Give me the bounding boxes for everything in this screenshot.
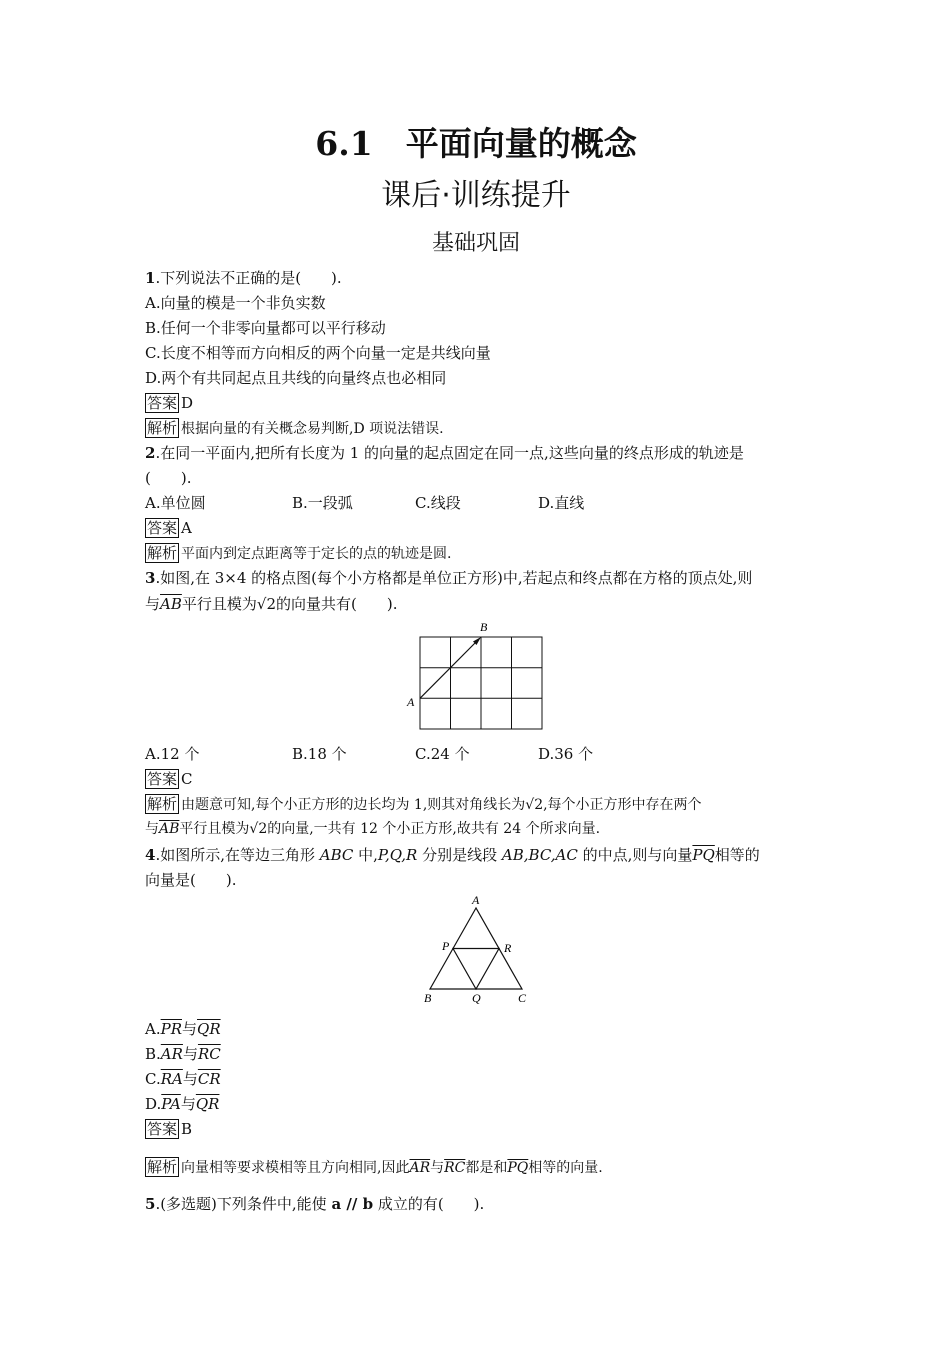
point-p-label: P — [442, 939, 450, 953]
q3-option-b: B.18 个 — [292, 745, 347, 763]
q3-stem-cont: 与$\overline{AB}$平行且模为√2的向量共有( ). — [145, 595, 398, 613]
q4-answer: 答案 B — [147, 1120, 193, 1138]
point-c-label: C — [518, 991, 527, 1005]
q2-option-a: A.单位圆 — [145, 494, 206, 512]
q1-analysis: 解析 根据向量的有关概念易判断,D 项说法错误. — [147, 419, 444, 437]
page-subtitle: 课后·训练提升 — [381, 178, 571, 213]
point-a-label: A — [407, 695, 415, 709]
section-heading: 基础巩固 — [431, 231, 520, 256]
q4-option-d: $D.\overline{PA}$与$\overline{QR}$ — [145, 1095, 220, 1113]
q1-stem: 1.下列说法不正确的是( ). — [145, 269, 342, 287]
q4-option-c: $C.\overline{RA}$与$\overline{CR}$ — [145, 1070, 221, 1088]
q1-option-c: C.长度不相等而方向相反的两个向量一定是共线向量 — [145, 344, 491, 362]
q2-answer: 答案 A — [147, 519, 192, 537]
answer-label: 答案 — [147, 770, 178, 788]
point-b-label: B — [424, 991, 432, 1005]
q2-stem-cont: ( ). — [145, 469, 192, 487]
analysis-label: 解析 — [147, 1158, 178, 1176]
q4-stem-cont: 向量是( ). — [145, 871, 237, 889]
answer-label: 答案 — [147, 519, 178, 537]
q2-stem: 2.在同一平面内,把所有长度为 1 的向量的起点固定在同一点,这些向量的终点形成的轨迹是 — [145, 444, 744, 462]
q1-option-d: D.两个有共同起点且共线的向量终点也必相同 — [145, 369, 447, 387]
analysis-label: 解析 — [147, 795, 178, 813]
point-a-label: A — [472, 893, 480, 907]
answer-label: 答案 — [147, 394, 178, 412]
q4-stem: 4.如图所示,在等边三角形 ABC 中,P,Q,R 分别是线段 AB,BC,AC 的中点,则与向量$\overline{PQ}$相等的 — [145, 846, 760, 864]
q2-analysis: 解析 平面内到定点距离等于定长的点的轨迹是圆. — [147, 544, 452, 562]
q5-stem: 5.(多选题)下列条件中,能使 a // b 成立的有( ). — [145, 1195, 485, 1213]
q1-option-b: B.任何一个非零向量都可以平行移动 — [145, 319, 386, 337]
point-q-label: Q — [472, 991, 481, 1005]
page-title: 6.1 平面向量的概念 — [315, 124, 637, 163]
midpoint-triangle-pqr — [453, 949, 499, 990]
q3-option-c: C.24 个 — [415, 745, 470, 763]
q2-option-b: B.一段弧 — [292, 494, 353, 512]
q3-analysis-cont: 与$\overline{AB}$平行且模为√2的向量,一共有 12 个小正方形,故共有 24 个所求向量. — [145, 821, 601, 837]
triangle-figure — [418, 892, 534, 1008]
q1-option-a: A.向量的模是一个非负实数 — [145, 294, 326, 312]
q3-stem: 3.如图,在 3×4 的格点图(每个小方格都是单位正方形)中,若起点和终点都在方格的顶点处,则 — [145, 569, 753, 587]
analysis-label: 解析 — [147, 419, 178, 437]
analysis-label: 解析 — [147, 544, 178, 562]
point-b-label: B — [480, 620, 488, 634]
q3-analysis: 解析 由题意可知,每个小正方形的边长均为 1,则其对角线长为√2,每个小正方形中存在两个 — [147, 795, 702, 813]
q1-answer: 答案 D — [147, 394, 194, 412]
q4-option-b: $B.\overline{AR}$与$\overline{RC}$ — [145, 1045, 221, 1063]
grid-figure — [400, 618, 550, 736]
point-r-label: R — [504, 941, 512, 955]
q4-analysis: 解析 向量相等要求模相等且方向相同,因此$\overline{AR}$与$\overline{RC}$都是和$\overline{PQ}$相等的向量. — [147, 1158, 603, 1176]
q3-answer: 答案 C — [147, 770, 193, 788]
q2-option-d: D.直线 — [538, 494, 585, 512]
q3-option-a: A.12 个 — [145, 745, 200, 763]
q2-option-c: C.线段 — [415, 494, 461, 512]
answer-label: 答案 — [147, 1120, 178, 1138]
q4-option-a: $A.\overline{PR}$与$\overline{QR}$ — [145, 1020, 221, 1038]
vector-ab-arrow — [420, 640, 478, 698]
q3-option-d: D.36 个 — [538, 745, 594, 763]
